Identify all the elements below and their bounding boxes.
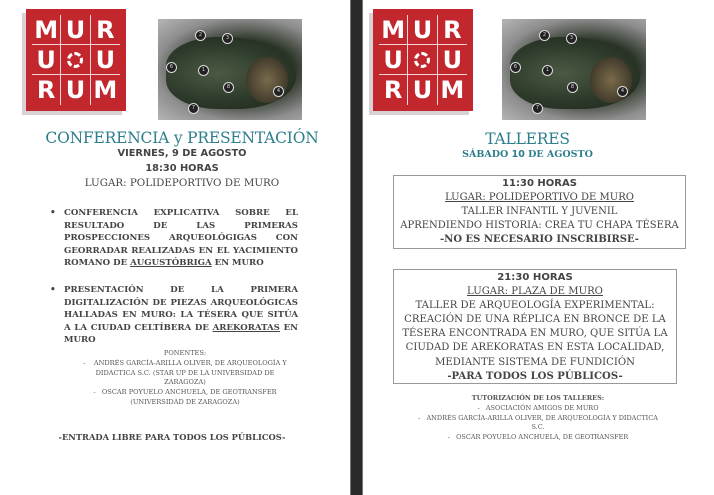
- workshop-time: 21:30 HORAS: [497, 272, 573, 283]
- photo-marker: 8: [567, 82, 578, 93]
- tutors-heading: TUTORIZACIÓN DE LOS TALLERES:: [471, 394, 605, 402]
- logo-letter: R: [91, 15, 120, 45]
- photo-marker: 1: [542, 65, 553, 76]
- page-divider: [350, 0, 363, 495]
- tutor-item: - ANDRÉS GARCÍA-ARILLA OLIVER, DE ARQUEOLOGÍA Y DIDACTICA: [418, 413, 658, 422]
- photo-marker: 4: [617, 86, 628, 97]
- conference-time: 18:30 HORAS: [145, 163, 219, 174]
- tutor-item: - OSCAR POYUELO ANCHUELA, DE GEOTRANSFER: [447, 433, 629, 442]
- workshop-line: TALLER INFANTIL Y JUVENIL: [461, 206, 618, 217]
- photo-marker: 8: [223, 82, 234, 93]
- speakers-block: [60, 349, 310, 408]
- photo-marker: 2: [195, 30, 206, 41]
- bullet-digitalizacion: • PRESENTACIÓN DE LA PRIMERA DIGITALIZACIÓN DE PIEZAS ARQUEOLÓGICAS HALLADAS EN MURO: LA TÉSERA QUE SITÚA A LA CIUDAD CELTÍBERA DE AREKORATAS EN MURO: [50, 284, 298, 347]
- logo-letter: R: [438, 15, 467, 45]
- photo-marker: 1: [198, 65, 209, 76]
- conference-bullets: [50, 207, 298, 347]
- workshop-line: CREACIÓN DE UNA RÉPLICA EN BRONCE DE LA: [404, 314, 666, 326]
- logo-letter: R: [379, 75, 408, 105]
- conference-closing: -ENTRADA LIBRE PARA TODOS LOS PÚBLICOS-: [58, 432, 286, 442]
- logo-letter: M: [93, 76, 118, 104]
- conference-title: CONFERENCIA y PRESENTACIÓN: [45, 129, 319, 147]
- artifact-photo: [502, 19, 646, 120]
- logo-letter: M: [32, 15, 61, 45]
- artifact-photo: [158, 19, 302, 120]
- logo-letter: U: [61, 15, 90, 45]
- speakers-heading: PONENTES:: [163, 349, 207, 357]
- logo-letter: U: [61, 75, 90, 105]
- speaker-item-cont: (UNIVERSIDAD DE ZARAGOZA): [130, 397, 240, 406]
- logo-letter: U: [91, 45, 120, 75]
- workshops-date: SÁBADO 10 DE AGOSTO: [462, 149, 593, 160]
- workshop-card-morning: [393, 175, 686, 249]
- photo-marker: 4: [273, 86, 284, 97]
- photo-marker: 6: [510, 62, 521, 73]
- tutor-item-cont: S.C.: [531, 423, 545, 432]
- logo-sun-icon: [61, 45, 90, 75]
- workshop-time: 11:30 HORAS: [502, 178, 577, 189]
- conference-location: LUGAR: POLIDEPORTIVO DE MURO: [84, 177, 280, 189]
- photo-marker: 3: [222, 33, 233, 44]
- workshop-note: -PARA TODOS LOS PÚBLICOS-: [447, 370, 623, 382]
- logo-letter: U: [438, 45, 467, 75]
- logo-letter: R: [32, 75, 61, 105]
- workshop-location: LUGAR: PLAZA DE MURO: [467, 286, 603, 298]
- workshop-line: TALLER DE ARQUEOLOGÍA EXPERIMENTAL:: [415, 300, 655, 312]
- logo-letter: M: [440, 76, 465, 104]
- augustobriga-link: AUGUSTÓBRIGA: [130, 258, 212, 269]
- logo-letter: U: [379, 45, 408, 75]
- workshop-card-evening: [393, 269, 677, 384]
- workshop-note: -NO ES NECESARIO INSCRIBIRSE-: [440, 234, 639, 245]
- workshop-line: MEDIANTE SISTEMA DE FUNDICIÓN: [435, 356, 635, 368]
- logo-letter: M: [379, 15, 408, 45]
- logo-letter: U: [408, 15, 437, 45]
- photo-marker: 7: [532, 103, 543, 114]
- bullet-georradar: • CONFERENCIA EXPLICATIVA SOBRE EL RESULTADO DE LAS PRIMERAS PROSPECCIONES ARQUEOLÓGIGAS CON GEORRADAR REALIZADAS EN EL YACIMIENTO ROMANO DE AUGUSTÓBRIGA EN MURO: [50, 207, 298, 270]
- logo-sun-icon: [408, 45, 437, 75]
- workshops-title: TALLERES: [485, 130, 570, 148]
- speaker-item: - OSCAR POYUELO ANCHUELA, DE GEOTRANSFER: [93, 388, 277, 397]
- workshop-location: LUGAR: POLIDEPORTIVO DE MURO: [445, 192, 634, 203]
- left-page: [0, 0, 350, 495]
- logo-letter: U: [32, 45, 61, 75]
- speaker-item: - ANDRÉS GARCÍA-ARILLA OLIVER, DE ARQUEOLOGÍA Y: [83, 358, 287, 367]
- logo-letter: U: [408, 75, 437, 105]
- muro-logo: [26, 9, 126, 111]
- speaker-item-cont: ZARAGOZA): [164, 378, 206, 387]
- photo-marker: 2: [539, 30, 550, 41]
- workshop-line: CIUDAD DE AREKORATAS EN ESTA LOCALIDAD,: [405, 342, 665, 354]
- speaker-item-cont: DIDACTICA S.C. (STAR UP DE LA UNIVERSIDAD DE: [95, 368, 275, 377]
- conference-date: VIERNES, 9 DE AGOSTO: [117, 148, 247, 159]
- workshop-line: TÉSERA ENCONTRADA EN MURO, QUE SITÚA LA: [402, 328, 668, 340]
- right-page: [363, 0, 714, 495]
- workshop-line: APRENDIENDO HISTORIA: CREA TU CHAPA TÉSERA: [400, 220, 679, 231]
- arekoratas-link: AREKORATAS: [212, 322, 280, 333]
- tutor-item: - ASOCIACIÓN AMIGOS DE MURO: [477, 403, 599, 412]
- photo-marker: 7: [188, 103, 199, 114]
- tutors-block: [393, 394, 683, 443]
- photo-marker: 3: [566, 33, 577, 44]
- muro-logo: [373, 9, 473, 111]
- photo-marker: 6: [166, 62, 177, 73]
